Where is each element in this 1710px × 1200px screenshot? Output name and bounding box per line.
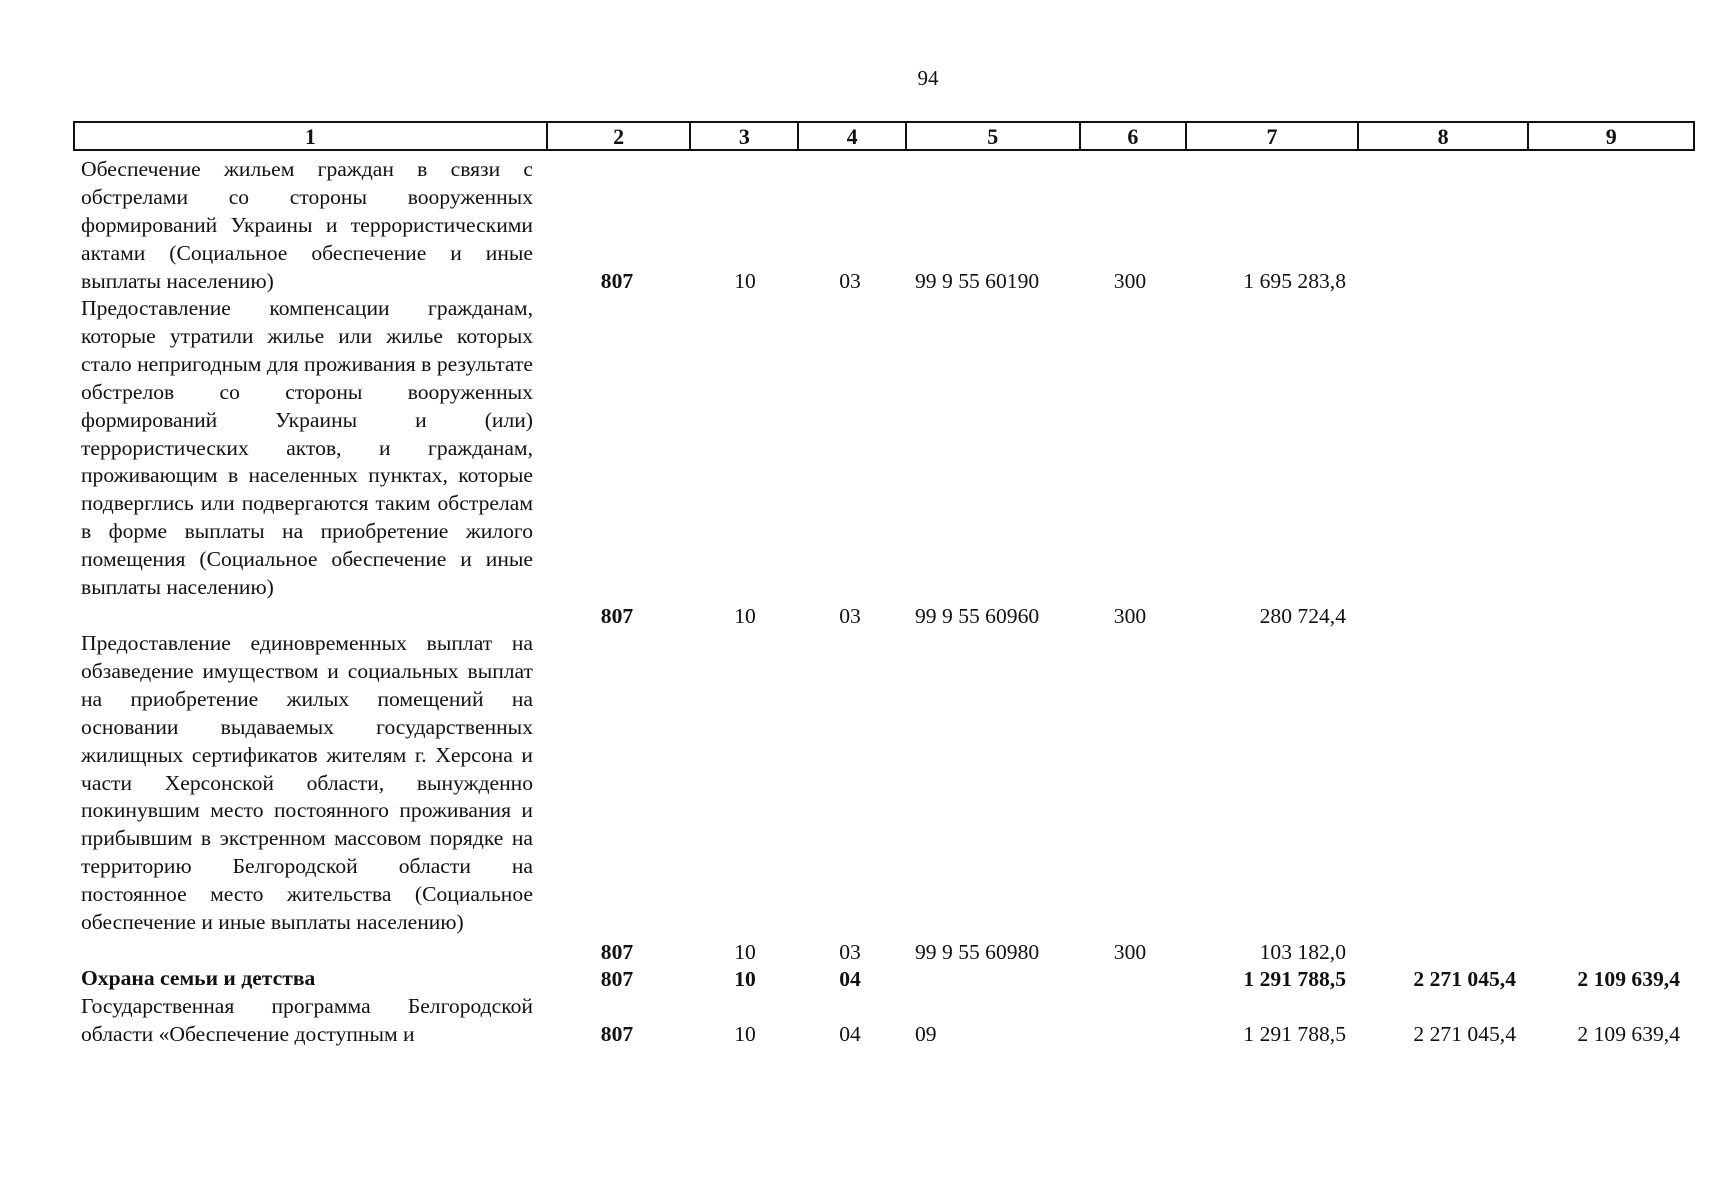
row-3-col-6: 300 [1113,940,1147,964]
row-3-col-5: 99 9 55 60980 [915,940,1040,964]
row-1-col-6: 300 [1113,269,1147,293]
header-col-6: 6 [1081,123,1188,149]
row-3-col-4: 03 [839,940,861,964]
row-3-description: Предоставление единовременных выплат на обзаведение имуществом и социальных выплат на приобретение жилых помещений на основании выдаваемых государственных жилищных сертификатов жителям г. Херсона и части Херсонской области, вынужденно покинувшим место постоянного проживания и прибывшим в экстренном массовом порядке на территорию Белгородской области на постоянное место жительства (Социальное обеспечение и иные выплаты населению) [81,631,533,935]
header-col-2: 2 [548,123,692,149]
header-col-8: 8 [1359,123,1530,149]
row-5-col-2: 807 [600,1022,634,1046]
page-number: 94 [917,66,939,90]
header-col-4: 4 [799,123,907,149]
row-3-col-7: 103 182,0 [1259,940,1346,964]
table-header [73,121,1695,151]
row-3-col-3: 10 [734,940,756,964]
row-4-col-8: 2 271 045,4 [1413,967,1516,991]
row-2-col-6: 300 [1113,604,1147,628]
row-5-description: Государственная программа Белгородской области «Обеспечение доступным и [81,994,533,1046]
row-3-col-2: 807 [600,940,634,964]
row-4-col-4: 04 [839,967,861,991]
header-col-7: 7 [1187,123,1359,149]
row-5-col-7: 1 291 788,5 [1243,1022,1346,1046]
row-1-col-3: 10 [734,269,756,293]
header-col-5: 5 [907,123,1081,149]
row-5-col-5: 09 [915,1022,937,1046]
row-2-description: Предоставление компенсации гражданам, которые утратили жилье или жилье которых стало непригодным для проживания в результате обстрелов со стороны вооруженных формирований Украины и (или) террористических актов, и гражданам, проживающим в населенных пунктах, которые подверглись или подвергаются таким обстрелам в форме выплаты на приобретение жилого помещения (Социальное обеспечение и иные выплаты населению) [81,296,533,600]
row-4-col-7: 1 291 788,5 [1243,967,1346,991]
row-2-col-4: 03 [839,604,861,628]
row-2-col-5: 99 9 55 60960 [915,604,1040,628]
row-5-col-8: 2 271 045,4 [1413,1022,1516,1046]
row-2-col-3: 10 [734,604,756,628]
row-5-col-4: 04 [839,1022,861,1046]
row-2-col-2: 807 [600,604,634,628]
row-1-col-2: 807 [600,269,634,293]
row-1-col-4: 03 [839,269,861,293]
row-4-description: Охрана семьи и детства [81,966,316,990]
row-2-col-7: 280 724,4 [1259,604,1346,628]
row-1-col-5: 99 9 55 60190 [915,269,1040,293]
row-5-col-3: 10 [734,1022,756,1046]
row-1-description: Обеспечение жильем граждан в связи с обстрелами со стороны вооруженных формирований Украины и террористическими актами (Социальное обеспечение и иные выплаты населению) [81,157,533,293]
row-1-col-7: 1 695 283,8 [1243,269,1346,293]
header-col-9: 9 [1605,124,1617,149]
row-4-col-9: 2 109 639,4 [1577,967,1680,991]
row-5-col-9: 2 109 639,4 [1577,1022,1680,1046]
row-4-col-2: 807 [600,967,634,991]
row-4-col-3: 10 [734,967,756,991]
header-col-1: 1 [75,123,548,149]
header-col-3: 3 [691,123,799,149]
